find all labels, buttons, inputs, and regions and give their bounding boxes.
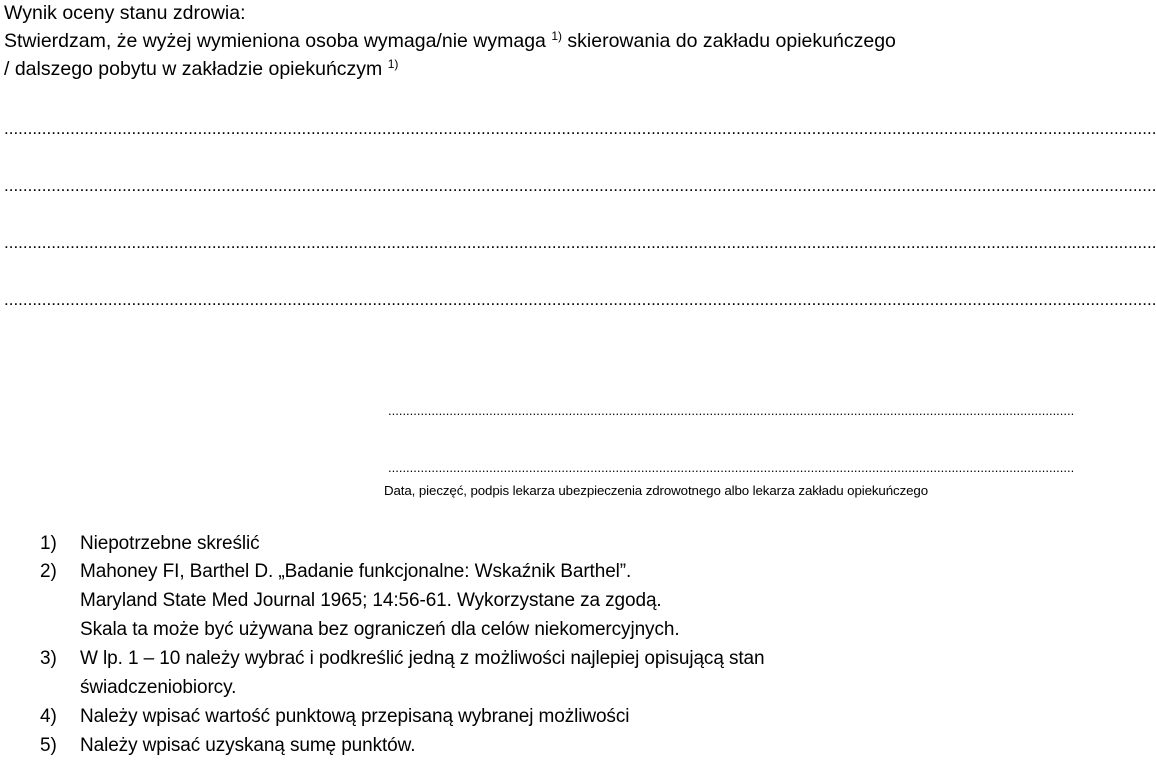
section-title: Wynik oceny stanu zdrowia: <box>4 2 246 24</box>
footnote-text: Maryland State Med Journal 1965; 14:56-61. Wykorzystane za zgodą. <box>80 590 662 611</box>
footnote-number: 3) <box>40 648 57 669</box>
footnote-text: Niepotrzebne skreślić <box>80 533 260 554</box>
statement-text-2: / dalszego pobytu w zakładzie opiekuńczym <box>4 58 388 80</box>
footnote-number: 4) <box>40 706 57 727</box>
statement-text: Stwierdzam, że wyżej wymieniona osoba wymaga/nie wymaga <box>4 30 552 52</box>
footnote-text: W lp. 1 – 10 należy wybrać i podkreślić jedną z możliwości najlepiej opisującą stan <box>80 648 765 669</box>
statement-line-1 <box>4 30 896 54</box>
signature-dotted-line: .............................................................................................................................................................................................. <box>388 460 1075 475</box>
footnote-ref-2: 1) <box>387 57 399 71</box>
footnote-text: Należy wpisać wartość punktową przepisaną wybranej możliwości <box>80 706 630 727</box>
footnote-text: Należy wpisać uzyskaną sumę punktów. <box>80 735 416 756</box>
dotted-fill-line: .................................................................................................................................................................................................................................................... <box>4 233 1156 252</box>
footnote-number: 2) <box>40 561 57 582</box>
footnote-text: Mahoney FI, Barthel D. „Badanie funkcjonalne: Wskaźnik Barthel”. <box>80 561 632 582</box>
statement-line-2 <box>4 58 398 82</box>
footnote-number: 1) <box>40 533 57 554</box>
dotted-fill-line: .................................................................................................................................................................................................................................................... <box>4 119 1156 138</box>
footnote-text: Skala ta może być używana bez ograniczeń dla celów niekomercyjnych. <box>80 619 680 640</box>
signature-dotted-line: .............................................................................................................................................................................................. <box>388 403 1075 418</box>
statement-text-cont: skierowania do zakładu opiekuńczego <box>562 30 896 52</box>
dotted-fill-line: .................................................................................................................................................................................................................................................... <box>4 176 1156 195</box>
footnote-number: 5) <box>40 735 57 756</box>
dotted-fill-line: .................................................................................................................................................................................................................................................... <box>4 290 1156 309</box>
signature-caption: Data, pieczęć, podpis lekarza ubezpieczenia zdrowotnego albo lekarza zakładu opiekuńczego <box>384 483 929 498</box>
footnote-ref: 1) <box>551 29 562 43</box>
footnote-text: świadczeniobiorcy. <box>80 677 237 698</box>
